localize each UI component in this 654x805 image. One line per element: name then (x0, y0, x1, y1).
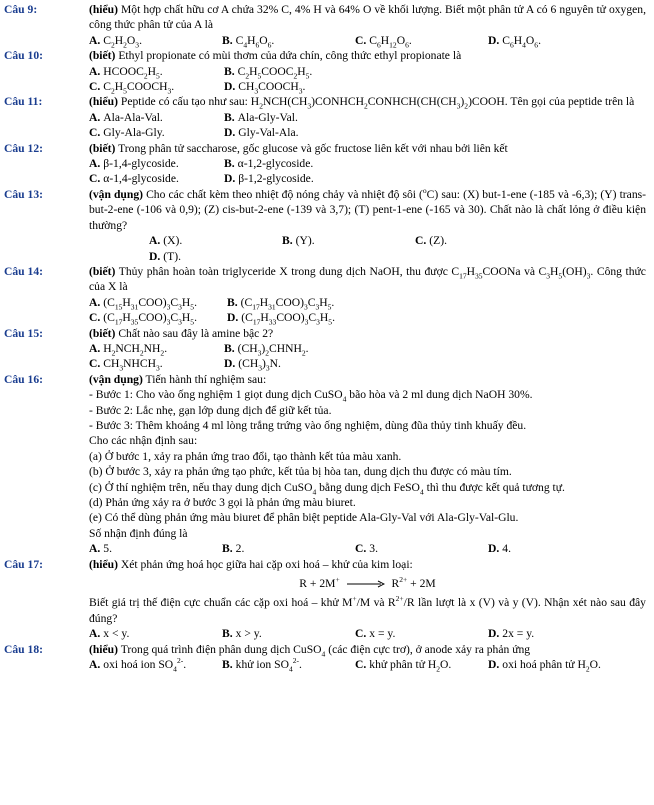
question-number: Câu 10: (4, 49, 43, 63)
option-letter: A. (149, 234, 161, 248)
option-text: α-1,2-glycoside. (237, 157, 314, 171)
option-letter: C. (89, 311, 101, 325)
statement-e: (e) Có thể dùng phản ứng màu biuret để phân biệt peptide Ala-Gly-Val với Ala-Gly-Val-Glu. (89, 511, 519, 525)
option-letter: D. (227, 311, 239, 325)
option-text: (T). (163, 249, 181, 263)
question-18 (4, 642, 646, 673)
option-letter: C. (89, 80, 101, 94)
option-list (89, 626, 646, 641)
option-text: $(C_{17}H_{35}COO)_3C_3H_5$. (103, 311, 197, 327)
option-list (89, 156, 646, 187)
question-stem: Ethyl propionate có mùi thơm của dứa chín, công thức ethyl propionate là (118, 49, 462, 63)
option-d (488, 541, 621, 556)
option-letter: B. (224, 341, 235, 355)
option-c (89, 356, 224, 371)
question-stem: Peptide có cấu tạo như sau: $H_2NCH(CH_3)CONHCH_2CONHCH(CH(CH_3)_2)COOH$. Tên gọi của peptide trên là (120, 95, 635, 111)
option-b (222, 626, 355, 641)
question-text (89, 372, 646, 387)
option-a (89, 33, 222, 48)
option-letter: A. (89, 33, 101, 47)
question-stem: Thủy phân hoàn toàn triglyceride X trong dung dịch NaOH, thu được $C_{17}H_{35}COONa$ và $C_3H_5(OH)_3$. Công thức của X là (89, 264, 646, 294)
option-text: 4. (502, 542, 511, 556)
option-text: $CH_3COOCH_3$. (238, 80, 306, 96)
experiment-step-3: - Bước 3: Thêm khoảng 4 ml lòng trắng trứng vào ống nghiệm, dùng đũa thủy tinh khuấy đều. (89, 418, 527, 432)
option-c (89, 79, 224, 94)
option-b (224, 156, 524, 171)
option-text: 3. (369, 542, 378, 556)
option-letter: B. (222, 33, 233, 47)
option-list (89, 64, 646, 95)
option-a (149, 233, 282, 248)
option-d (224, 79, 524, 94)
question-stem: Chất nào sau đây là amine bậc 2? (118, 326, 274, 340)
option-a (89, 64, 224, 79)
experiment-step-2: - Bước 2: Lắc nhẹ, gạn lớp dung dịch để giữ kết tủa. (89, 403, 332, 417)
question-15 (4, 326, 646, 372)
option-text: (X). (163, 234, 183, 248)
question-number: Câu 15: (4, 326, 43, 340)
option-c (89, 125, 224, 140)
option-text: $(CH_3)_2CHNH_2$. (237, 341, 309, 358)
option-d (224, 356, 524, 371)
question-11 (4, 94, 646, 140)
option-letter: C. (89, 126, 101, 140)
difficulty-level: (biết) (89, 141, 116, 155)
option-letter: C. (89, 172, 101, 186)
option-a (89, 110, 224, 125)
equation-reactants: R + 2M+ (299, 575, 340, 591)
question-text (89, 264, 646, 295)
option-text: $(C_{15}H_{31}COO)_3C_3H_5$. (103, 295, 197, 312)
option-b (227, 295, 527, 310)
option-text: Gly-Ala-Gly. (103, 126, 165, 140)
experiment-step-1: - Bước 1: Cho vào ống nghiệm 1 giọt dung dịch CuSO$_4$ bão hòa và 2 ml dung dịch NaOH 30%. (89, 388, 533, 404)
question-number: Câu 18: (4, 642, 43, 656)
option-letter: A. (89, 64, 101, 78)
option-text: β-1,2-glycoside. (238, 172, 314, 186)
option-text: x = y. (369, 627, 396, 641)
question-13 (4, 187, 646, 264)
option-a (89, 626, 222, 641)
option-text: α-1,4-glycoside. (103, 172, 179, 186)
option-text: oxi hoá ion $SO_4^{2-}$. (103, 656, 187, 674)
difficulty-level: (hiểu) (89, 3, 118, 16)
option-text: 2x = y. (502, 627, 535, 641)
option-text: β-1,4-glycoside. (103, 157, 179, 171)
option-letter: A. (89, 110, 101, 124)
question-number: Câu 14: (4, 264, 43, 278)
option-text: (Y). (295, 234, 315, 248)
option-a (89, 341, 224, 356)
question-stem: Xét phản ứng hoá học giữa hai cặp oxi hoá – khử của kim loại: (120, 557, 413, 571)
question-12 (4, 141, 646, 187)
option-letter: A. (89, 341, 101, 355)
option-letter: D. (224, 357, 236, 371)
question-16 (4, 372, 646, 557)
question-stem: Tiến hành thí nghiệm sau: (145, 372, 267, 386)
statement-a: (a) Ở bước 1, xảy ra phản ứng trao đổi, tạo thành kết tủa màu xanh. (89, 449, 402, 463)
option-letter: D. (488, 33, 500, 47)
option-letter: A. (89, 542, 101, 556)
option-list (89, 341, 646, 372)
option-d (224, 125, 524, 140)
option-text: Gly-Val-Ala. (238, 126, 299, 140)
option-letter: A. (89, 295, 101, 309)
option-text: x < y. (103, 627, 130, 641)
option-c (355, 33, 488, 48)
option-letter: D. (224, 172, 236, 186)
option-d (488, 626, 621, 641)
difficulty-level: (hiểu) (89, 642, 118, 656)
option-c (355, 626, 488, 641)
option-text: Ala-Ala-Val. (103, 110, 163, 124)
option-letter: C. (355, 542, 367, 556)
question-number: Câu 16: (4, 372, 43, 386)
difficulty-level: (biết) (89, 326, 116, 340)
option-b (224, 64, 524, 79)
question-stem: Trong quá trình điện phân dung dịch CuSO$_4$ (các điện cực trơ), ở anode xảy ra phản ứng (120, 642, 531, 658)
option-list (89, 295, 646, 326)
option-list (89, 657, 646, 672)
option-letter: C. (355, 627, 367, 641)
difficulty-level: (vận dụng) (89, 187, 143, 201)
question-number: Câu 12: (4, 141, 43, 155)
question-text (89, 557, 646, 572)
option-text: $CH_3NHCH_3$. (103, 357, 163, 373)
option-letter: D. (488, 627, 500, 641)
option-letter: B. (282, 234, 293, 248)
question-stem: Cho các chất kèm theo nhiệt độ nóng chảy và nhiệt độ sôi ($^o$C) sau: (X) but-1-ene (-185 và -6,3); (Y) trans-but-2-ene (-106 và 0,9); (Z) cis-but-2-ene (-139 và 3,7); (T) pent-1-ene (-165 và 30). Chất nào là chất lỏng ở điều kiện thường? (89, 186, 646, 232)
option-letter: B. (222, 627, 233, 641)
option-text: $H_2NCH_2NH_2$. (103, 341, 168, 358)
option-d (488, 657, 621, 672)
option-letter: D. (488, 542, 500, 556)
question-prompt: Số nhận định đúng là (89, 526, 188, 540)
option-letter: A. (89, 157, 101, 171)
option-d (227, 310, 527, 325)
option-list (89, 541, 646, 556)
question-number: Câu 13: (4, 187, 43, 201)
question-14 (4, 264, 646, 326)
option-b (222, 541, 355, 556)
option-a (89, 295, 227, 310)
option-text: $(CH_3)_3N$. (238, 357, 281, 373)
question-text (89, 326, 646, 341)
question-number: Câu 11: (4, 95, 43, 109)
equation-products: $R^{2+} + 2M$ (391, 575, 436, 591)
option-b (222, 33, 355, 48)
difficulty-level: (biết) (89, 49, 116, 63)
option-text: $(C_{17}H_{31}COO)_3C_3H_5$. (240, 295, 335, 312)
option-letter: D. (224, 126, 236, 140)
difficulty-level: (hiểu) (89, 557, 118, 571)
option-d (224, 171, 524, 186)
option-d (488, 33, 621, 48)
option-d (149, 249, 282, 264)
option-b (224, 341, 524, 356)
option-text: $C_2H_5COOCH_3$. (103, 80, 175, 96)
option-text: 5. (103, 542, 112, 556)
option-c (415, 233, 548, 248)
option-letter: B. (222, 542, 233, 556)
option-text: (Z). (429, 234, 447, 248)
option-list (89, 233, 646, 264)
question-number: Câu 17: (4, 557, 43, 571)
option-letter: B. (227, 295, 238, 309)
option-text: $(C_{17}H_{33}COO)_3C_3H_5$. (241, 311, 335, 327)
option-letter: B. (224, 110, 235, 124)
option-text: $HCOOC_2H_5$. (103, 64, 163, 80)
option-text: khử phân tử $H_2O$. (369, 658, 452, 674)
option-b (222, 657, 355, 672)
option-a (89, 657, 222, 672)
option-letter: A. (89, 658, 101, 672)
option-letter: C. (415, 234, 427, 248)
question-text (89, 642, 646, 657)
question-text (89, 141, 646, 156)
option-c (89, 171, 224, 186)
question-text (89, 94, 646, 109)
question-text (89, 187, 646, 233)
option-text: 2. (235, 542, 245, 556)
option-text: khử ion $SO_4^{2-}$. (235, 656, 302, 674)
question-stem: Trong phân tử saccharose, gốc glucose và gốc fructose liên kết với nhau bởi liên kết (118, 141, 508, 155)
question-10 (4, 48, 646, 94)
difficulty-level: (hiểu) (89, 95, 118, 109)
option-b (224, 110, 524, 125)
option-text: $C_2H_2O_3$. (103, 33, 142, 50)
option-letter: D. (224, 80, 236, 94)
option-c (355, 541, 488, 556)
option-text: $C_6H_4O_6$. (502, 33, 541, 50)
reaction-equation (89, 576, 646, 591)
question-17 (4, 557, 646, 642)
statements-intro: Cho các nhận định sau: (89, 434, 198, 448)
option-a (89, 541, 222, 556)
question-followup: Biết giá trị thế điện cực chuẩn các cặp oxi hoá – khử M+/M và $R^{2+}/R$ lần lượt là x (V) và y (V). Nhận xét nào sau đây đúng? (89, 594, 646, 625)
option-letter: C. (355, 658, 367, 672)
option-list (89, 33, 646, 48)
question-stem: Một hợp chất hữu cơ A chứa 32% C, 4% H và 64% O về khối lượng. Biết một phân tử A có 6 nguyên tử oxygen, công thức phân tử của A là (89, 3, 646, 32)
option-letter: B. (222, 658, 233, 672)
option-c (355, 657, 488, 672)
option-text: $C_6H_{12}O_6$. (369, 33, 412, 50)
option-letter: B. (224, 64, 235, 78)
question-number: Câu 9: (4, 3, 38, 16)
statement-c: (c) Ở thí nghiệm trên, nếu thay dung dịch CuSO$_4$ bằng dung dịch FeSO$_4$ thì thu được kết quả tương tự. (89, 480, 565, 496)
option-text: oxi hoá phân tử $H_2O$. (502, 658, 601, 674)
question-text (89, 48, 646, 63)
difficulty-level: (vận dụng) (89, 372, 143, 386)
option-letter: C. (355, 33, 367, 47)
option-text: Ala-Gly-Val. (237, 110, 298, 124)
difficulty-level: (biết) (89, 264, 116, 278)
option-text: $C_4H_6O_6$. (235, 33, 275, 50)
option-text: x > y. (235, 627, 262, 641)
question-text (89, 2, 646, 33)
option-letter: D. (488, 658, 500, 672)
question-9 (4, 2, 646, 48)
option-letter: A. (89, 627, 101, 641)
option-a (89, 156, 224, 171)
option-letter: C. (89, 357, 101, 371)
statement-b: (b) Ở bước 3, xảy ra phản ứng tạo phức, kết tủa bị hòa tan, dung dịch thu được có màu tím. (89, 465, 512, 479)
option-list (89, 110, 646, 141)
reaction-arrow-icon (347, 580, 385, 588)
option-letter: D. (149, 249, 161, 263)
option-b (282, 233, 415, 248)
statement-d: (d) Phản ứng xảy ra ở bước 3 gọi là phản ứng màu biuret. (89, 496, 356, 509)
option-text: $C_2H_5COOC_2H_5$. (237, 64, 313, 80)
option-letter: B. (224, 157, 235, 171)
option-c (89, 310, 227, 325)
